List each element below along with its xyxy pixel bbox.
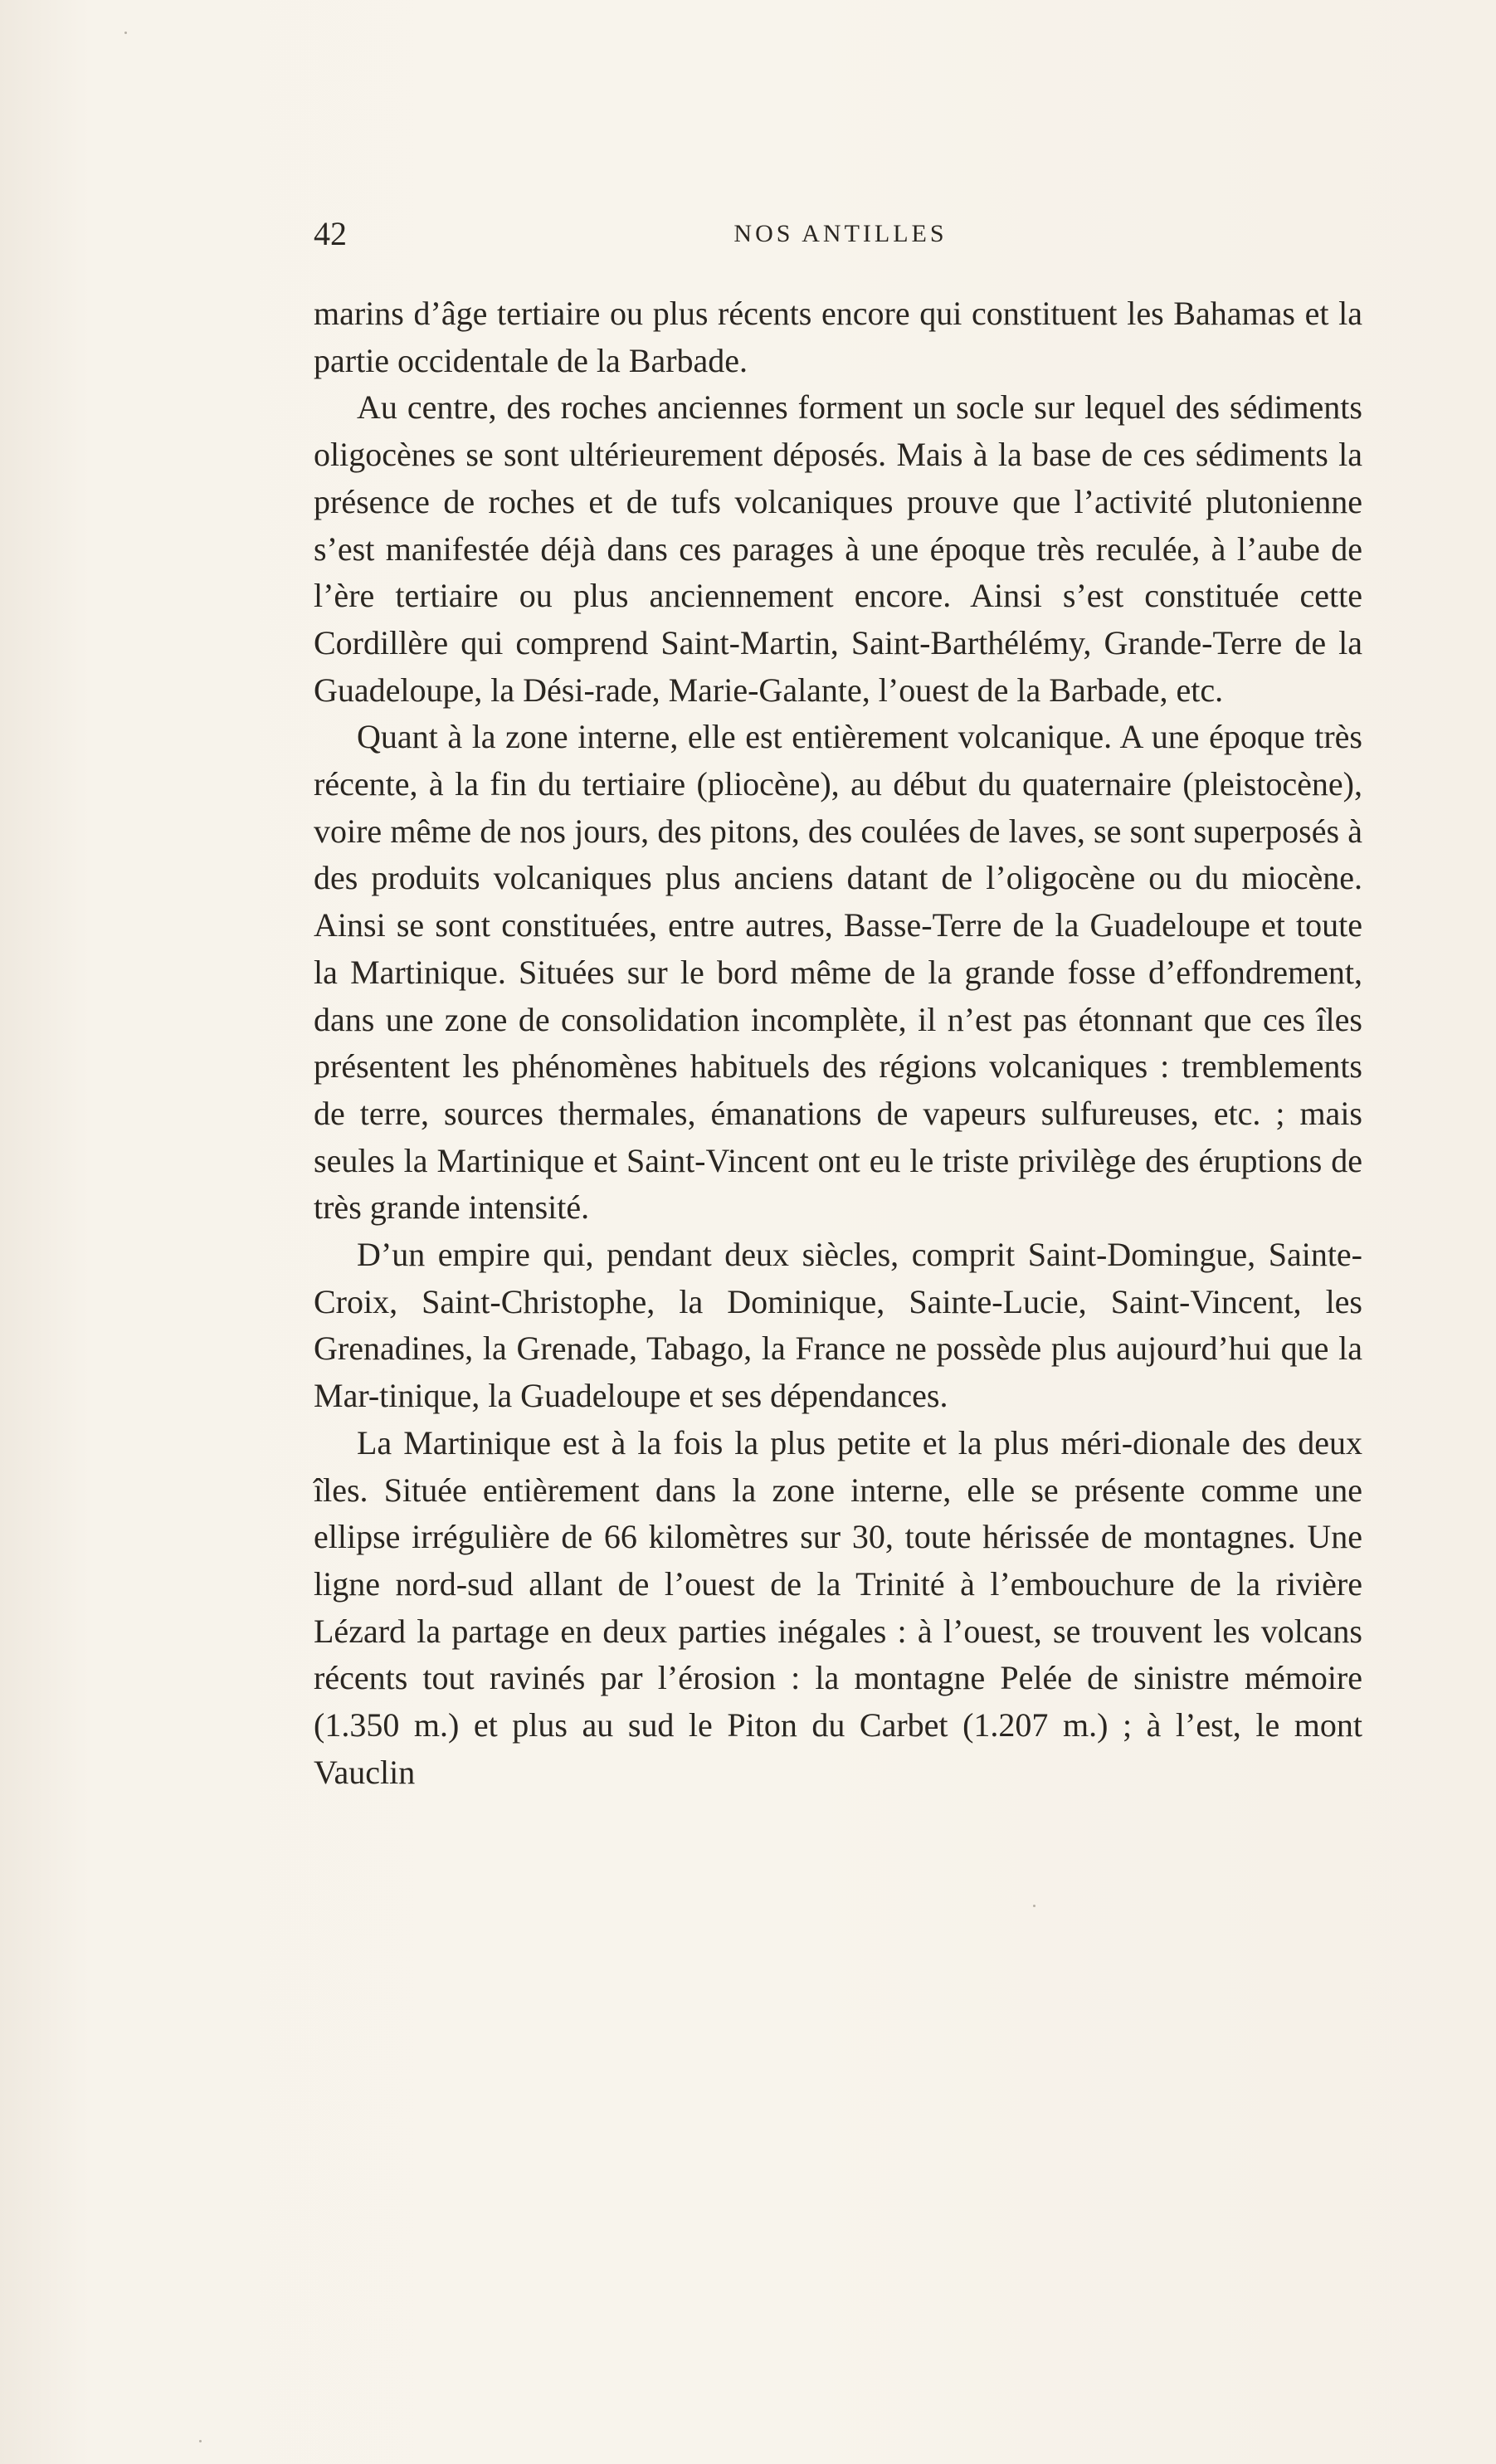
paper-speck <box>1033 1905 1036 1907</box>
paper-speck <box>199 2440 202 2442</box>
paragraph-5: La Martinique est à la fois la plus petite et la plus méri-dionale des deux îles. Située entièrement dans la zone interne, elle se présente comme une ellipse irrégulière de 66 kilomètres sur 30, toute hérissée de montagnes. Une ligne nord-sud allant de l’ouest de la Trinité à l’embouchure de la rivière Lézard la partage en deux parties inégales : à l’ouest, se trouvent les volcans récents tout ravinés par l’érosion : la montagne Pelée de sinistre mémoire (1.350 m.) et plus au sud le Piton du Carbet (1.207 m.) ; à l’est, le mont Vauclin <box>314 1423 1362 1791</box>
paragraph-2: Au centre, des roches anciennes forment un socle sur lequel des sédiments oligocènes se sont ultérieurement déposés. Mais à la base de ces sédiments la présence de roches et de tufs volcaniques prouve que l’activité plutonienne s’est manifestée déjà dans ces parages à une époque très reculée, à l’aube de l’ère tertiaire ou plus anciennement encore. Ainsi s’est constituée cette Cordillère qui comprend Saint-Martin, Saint-Barthélémy, Grande-Terre de la Guadeloupe, la Dési-rade, Marie-Galante, l’ouest de la Barbade, etc. <box>314 388 1362 709</box>
body-text <box>314 290 1362 1797</box>
paragraph-4: D’un empire qui, pendant deux siècles, comprit Saint-Domingue, Sainte-Croix, Saint-Christophe, la Dominique, Sainte-Lucie, Saint-Vincent, les Grenadines, la Grenade, Tabago, la France ne possède plus aujourd’hui que la Mar-tinique, la Guadeloupe et ses dépendances. <box>314 1236 1362 1415</box>
page-header <box>314 209 1367 259</box>
paper-speck <box>124 32 127 34</box>
paragraph-1: marins d’âge tertiaire ou plus récents encore qui constituent les Bahamas et la partie occidentale de la Barbade. <box>314 295 1362 379</box>
running-title: NOS ANTILLES <box>733 220 948 247</box>
paragraph-3: Quant à la zone interne, elle est entièrement volcanique. A une époque très récente, à la fin du tertiaire (pliocène), au début du quaternaire (pleistocène), voire même de nos jours, des pitons, des coulées de laves, se sont superposés à des produits volcaniques plus anciens datant de l’oligocène ou du miocène. Ainsi se sont constituées, entre autres, Basse-Terre de la Guadeloupe et toute la Martinique. Situées sur le bord même de la grande fosse d’effondrement, dans une zone de consolidation incomplète, il n’est pas étonnant que ces îles présentent les phénomènes habituels des régions volcaniques : tremblements de terre, sources thermales, émanations de vapeurs sulfureuses, etc. ; mais seules la Martinique et Saint-Vincent ont eu le triste privilège des éruptions de très grande intensité. <box>314 718 1362 1227</box>
page-number: 42 <box>314 215 347 252</box>
